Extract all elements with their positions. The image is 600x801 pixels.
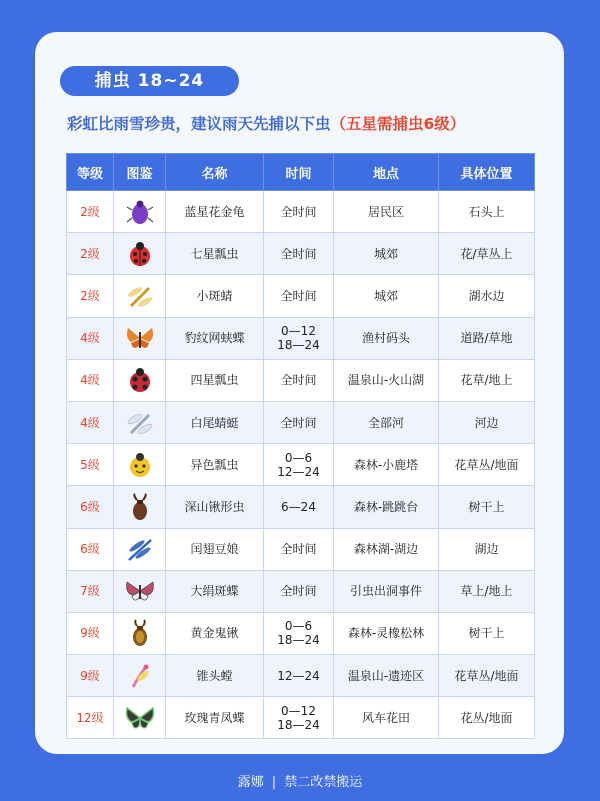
table-row [67,233,535,275]
section-title: 捕虫 18~24 [60,66,239,96]
red-butterfly-icon [125,577,155,605]
cell-name: 锥头螳 [166,655,264,697]
cell-time: 全时间 [264,570,334,612]
subtitle-note: （五星需捕虫6级） [330,115,466,133]
cell-place: 引虫出洞事件 [334,570,439,612]
purple-beetle-icon [125,198,155,226]
cell-time: 全时间 [264,401,334,443]
dragonfly-yellow-icon [125,282,155,310]
cell-position: 花/草丛上 [439,233,535,275]
cell-name: 四星瓢虫 [166,359,264,401]
cell-place: 城郊 [334,233,439,275]
cell-name: 白尾蜻蜓 [166,401,264,443]
cell-position: 树干上 [439,486,535,528]
cell-level: 9级 [67,612,114,654]
cell-time: 0—12 18—24 [264,697,334,739]
blue-damselfly-icon [125,535,155,563]
cell-level: 2级 [67,275,114,317]
table-row [67,275,535,317]
cell-name: 异色瓢虫 [166,444,264,486]
cell-time: 全时间 [264,359,334,401]
cell-icon [114,275,166,317]
cell-icon [114,486,166,528]
cell-level: 9级 [67,655,114,697]
cell-level: 6级 [67,528,114,570]
green-swallowtail-icon [125,704,155,732]
cell-time: 0—12 18—24 [264,317,334,359]
cell-place: 风车花田 [334,697,439,739]
table-row [67,697,535,739]
cell-position: 湖水边 [439,275,535,317]
cell-place: 森林-跳跳台 [334,486,439,528]
cell-position: 石头上 [439,191,535,233]
subtitle [67,112,557,134]
cell-icon [114,612,166,654]
cell-time: 0—6 18—24 [264,612,334,654]
cell-time: 全时间 [264,528,334,570]
cell-time: 6—24 [264,486,334,528]
table-row [67,486,535,528]
cell-icon [114,191,166,233]
cell-name: 七星瓢虫 [166,233,264,275]
golden-beetle-icon [125,619,155,647]
yellow-ladybug-icon [125,451,155,479]
col-header-time: 时间 [264,154,334,191]
cell-position: 道路/草地 [439,317,535,359]
cell-name: 蓝星花金龟 [166,191,264,233]
cell-position: 河边 [439,401,535,443]
cell-name: 大绢斑蝶 [166,570,264,612]
cell-level: 4级 [67,401,114,443]
table-row [67,191,535,233]
cell-position: 草上/地上 [439,570,535,612]
cell-icon [114,233,166,275]
subtitle-main: 彩虹比雨雪珍贵，建议雨天先捕以下虫 [67,115,331,133]
col-header-icon: 图鉴 [114,154,166,191]
table-row [67,528,535,570]
cell-position: 花草/地上 [439,359,535,401]
table-row [67,655,535,697]
cell-place: 城郊 [334,275,439,317]
cell-level: 6级 [67,486,114,528]
bug-table [66,153,535,739]
cell-place: 森林-小鹿塔 [334,444,439,486]
cell-position: 树干上 [439,612,535,654]
cell-name: 玫瑰青凤蝶 [166,697,264,739]
white-dragonfly-icon [125,409,155,437]
mantis-icon [125,662,155,690]
cell-level: 12级 [67,697,114,739]
cell-position: 花草丛/地面 [439,655,535,697]
cell-place: 渔村码头 [334,317,439,359]
cell-icon [114,401,166,443]
col-header-name: 名称 [166,154,264,191]
cell-level: 4级 [67,359,114,401]
ladybug-icon [125,240,155,268]
cell-name: 闰翅豆娘 [166,528,264,570]
col-header-position: 具体位置 [439,154,535,191]
cell-time: 全时间 [264,191,334,233]
cell-level: 2级 [67,191,114,233]
footer-separator: | [271,775,277,790]
col-header-level: 等级 [67,154,114,191]
cell-position: 花草丛/地面 [439,444,535,486]
table-row [67,444,535,486]
cell-time: 全时间 [264,233,334,275]
table-header-row [67,154,535,191]
footer-notice: 禁二改禁搬运 [284,775,363,790]
cell-icon [114,528,166,570]
cell-name: 小斑蜻 [166,275,264,317]
content-card [35,32,564,754]
cell-place: 居民区 [334,191,439,233]
cell-icon [114,444,166,486]
table-row [67,401,535,443]
col-header-place: 地点 [334,154,439,191]
four-spot-ladybug-icon [125,366,155,394]
cell-name: 深山锹形虫 [166,486,264,528]
cell-time: 全时间 [264,275,334,317]
footer-author: 露娜 [237,775,264,790]
table-row [67,570,535,612]
footer [0,771,600,790]
cell-level: 5级 [67,444,114,486]
cell-place: 温泉山-火山湖 [334,359,439,401]
cell-time: 12—24 [264,655,334,697]
cell-icon [114,697,166,739]
table-row [67,317,535,359]
cell-time: 0—6 12—24 [264,444,334,486]
stag-beetle-icon [125,493,155,521]
cell-level: 2级 [67,233,114,275]
cell-level: 7级 [67,570,114,612]
cell-icon [114,655,166,697]
cell-place: 温泉山-遗迹区 [334,655,439,697]
cell-icon [114,359,166,401]
cell-position: 花丛/地面 [439,697,535,739]
table-row [67,612,535,654]
table-row [67,359,535,401]
cell-place: 森林-灵橡松林 [334,612,439,654]
cell-level: 4级 [67,317,114,359]
orange-butterfly-icon [125,324,155,352]
cell-name: 豹纹网蛱蝶 [166,317,264,359]
cell-icon [114,570,166,612]
cell-place: 全部河 [334,401,439,443]
cell-icon [114,317,166,359]
cell-position: 湖边 [439,528,535,570]
cell-place: 森林湖-湖边 [334,528,439,570]
cell-name: 黄金鬼锹 [166,612,264,654]
